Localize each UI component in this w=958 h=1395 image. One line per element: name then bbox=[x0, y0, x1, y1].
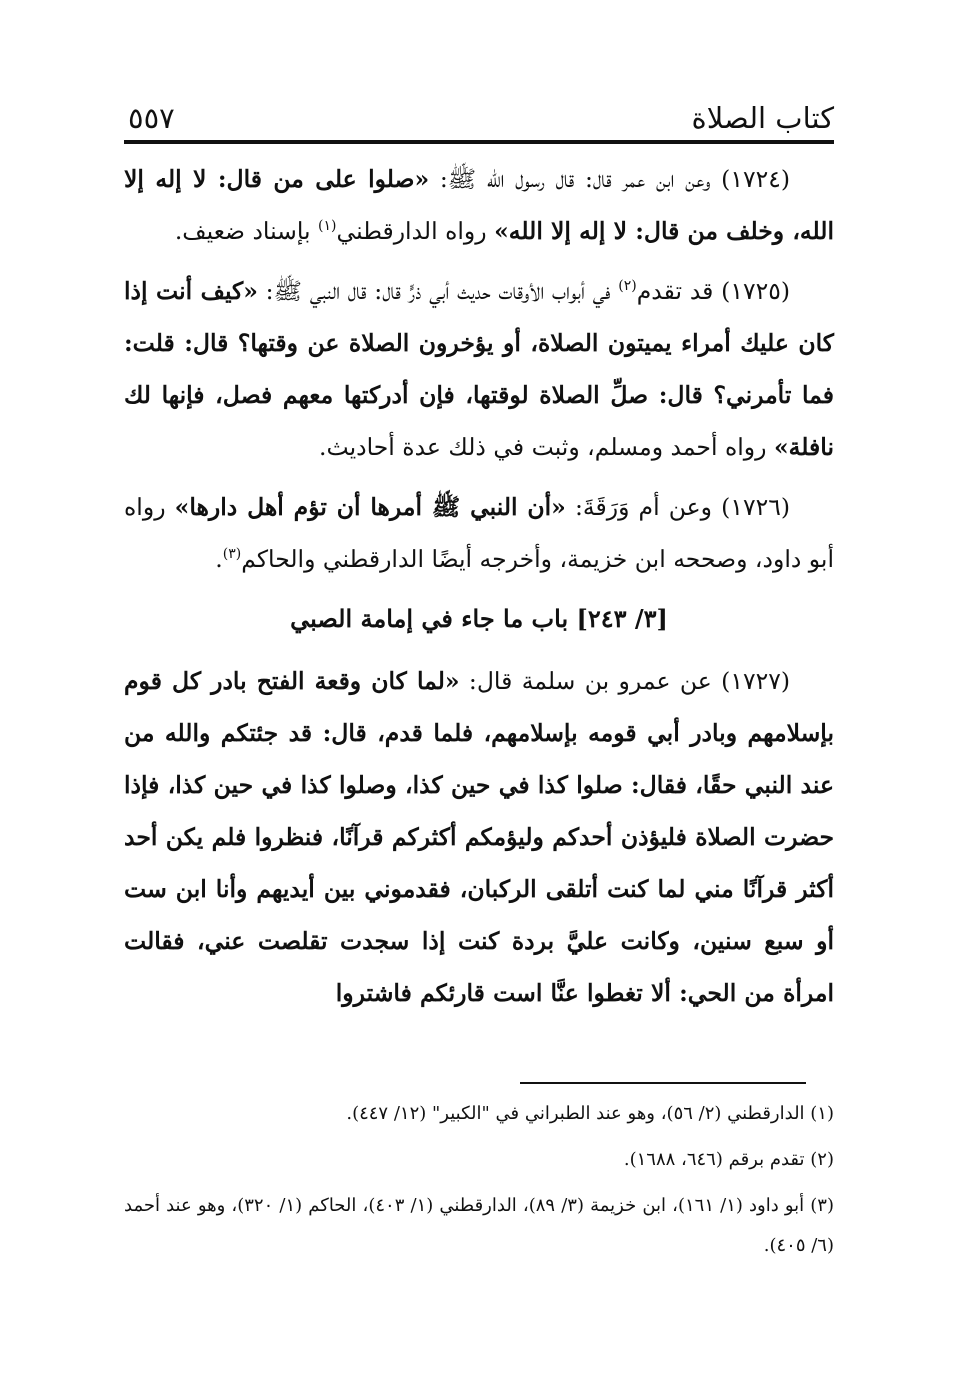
hadith-1724-quote: «صلوا على من قال: لا إله إلا الله، وخلف من قال: لا إله إلا الله» bbox=[124, 165, 834, 245]
header-rule bbox=[124, 140, 834, 144]
main-text bbox=[124, 153, 834, 1027]
hadith-1726-end: . bbox=[215, 545, 223, 573]
hadith-1726-lead: (١٧٢٦) وعن أم وَرَقَةَ: bbox=[565, 493, 790, 521]
page-number: ٥٥٧ bbox=[128, 101, 175, 135]
hadith-1724 bbox=[124, 153, 834, 257]
footnotes bbox=[124, 1094, 834, 1272]
hadith-1724-end: بإسناد ضعيف. bbox=[174, 217, 319, 245]
footnote-2: (٢) تقدم برقم (٦٤٦، ١٦٨٨). bbox=[623, 1149, 834, 1170]
hadith-1727 bbox=[124, 655, 834, 1019]
footnote-3: (٣) أبو داود (١/ ١٦١)، ابن خزيمة (٣/ ٨٩)، الدارقطني (١/ ٤٠٣)، الحاكم (١/ ٣٢٠)، وهو عند أحمد (٦/ ٤٠٥). bbox=[124, 1195, 834, 1256]
hadith-1724-lead: (١٧٢٤) وعن ابن عمر قال: قال رسول الله ﷺ: bbox=[429, 165, 790, 193]
footnote-ref-2: (٢) bbox=[618, 278, 637, 295]
hadith-1726-quote: «أن النبي ﷺ أمرها أن تؤم أهل دارها» bbox=[174, 493, 566, 521]
footnote-ref-1: (١) bbox=[318, 218, 337, 235]
footnote-separator bbox=[520, 1082, 806, 1084]
hadith-1725-quote: «كيف أنت إذا كان عليك أمراء يميتون الصلاة، أو يؤخرون الصلاة عن وقتها؟ قال: قلت: فما تأمرني؟ قال: صلِّ الصلاة لوقتها، فإن أدركتها معهم فصل، فإنها لك نافلة» bbox=[124, 277, 834, 461]
hadith-1727-quote: «لما كان وقعة الفتح بادر كل قوم بإسلامهم وبادر أبي قومه بإسلامهم، فلما قدم، قال: قد جئتكم والله من عند النبي حقًا، فقال: صلوا كذا في حين كذا، وصلوا كذا في حين كذا، فإذا حضرت الصلاة فليؤذن أحدكم وليؤمكم أكثركم قرآنًا، فنظروا فلم يكن أحد أكثر قرآنًا مني لما كنت أتلقى الركبان، فقدموني بين أيديهم وأنا ابن ست أو سبع سنين، وكانت عليَّ بردة كنت إذا سجدت تقلصت عني، فقالت امرأة من الحي: ألا تغطوا عنَّا است قارئكم فاشتروا bbox=[124, 667, 834, 1007]
chapter-heading: [٣/ ٢٤٣] باب ما جاء في إمامة الصبي bbox=[290, 604, 668, 633]
hadith-1726-tail: رواه أبو داود، وصححه ابن خزيمة، وأخرجه أيضًا الدارقطني والحاكم bbox=[124, 493, 834, 573]
footnote-1: (١) الدارقطني (٢/ ٥٦)، وهو عند الطبراني في "الكبير" (١٢/ ٤٤٧). bbox=[346, 1103, 834, 1124]
hadith-1725-mid: في أبواب الأوقات حديث أبي ذرٍّ قال: قال النبي ﷺ: bbox=[257, 277, 619, 305]
hadith-1724-tail: رواه الدارقطني bbox=[336, 217, 495, 245]
hadith-1725-tail: رواه أحمد ومسلم، وثبت في ذلك عدة أحاديث. bbox=[319, 433, 774, 461]
hadith-1726 bbox=[124, 481, 834, 585]
page-header bbox=[128, 86, 834, 138]
hadith-1725-lead: (١٧٢٥) قد تقدم bbox=[636, 277, 790, 305]
running-title: كتاب الصلاة bbox=[691, 101, 834, 135]
hadith-1725 bbox=[124, 265, 834, 473]
hadith-1727-lead: (١٧٢٧) عن عمرو بن سلمة قال: bbox=[459, 667, 790, 695]
footnote-ref-3: (٣) bbox=[222, 546, 242, 563]
